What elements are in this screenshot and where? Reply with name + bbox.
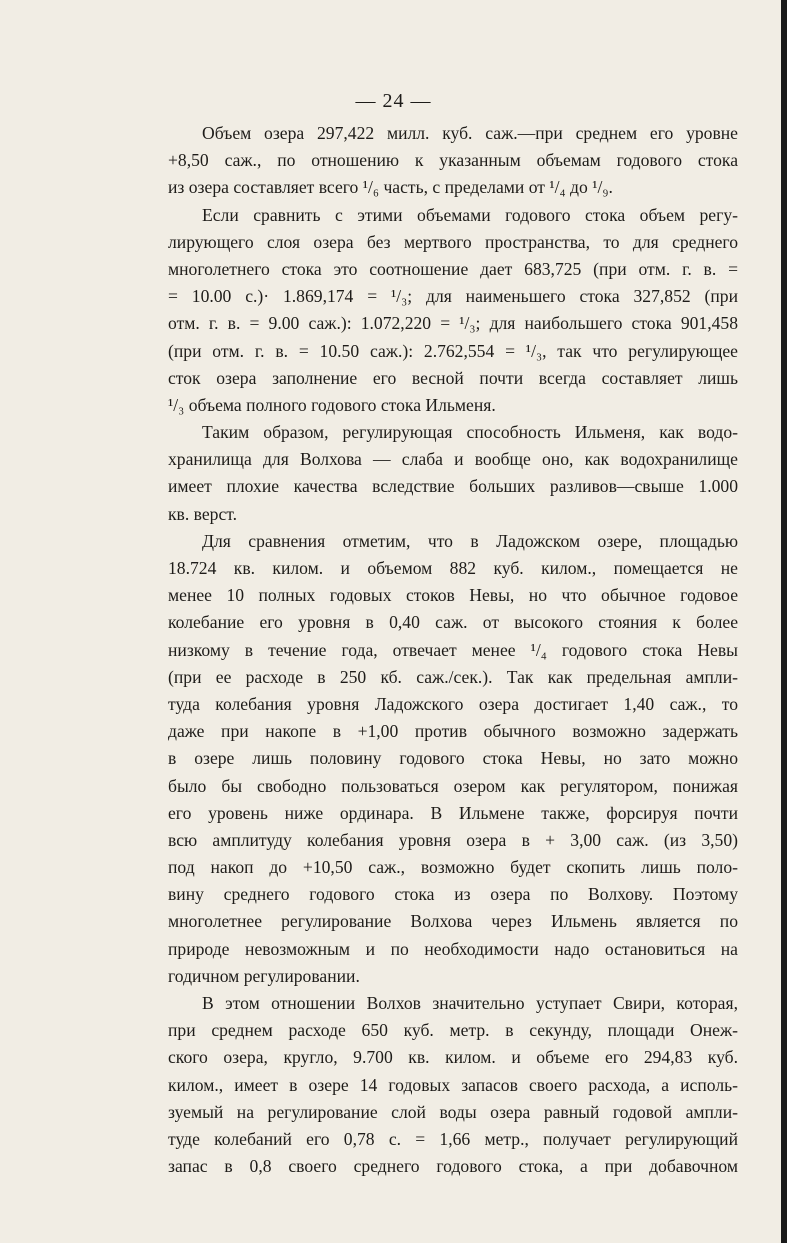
text-line: в озере лишь половину годового стока Невы, но зато можно bbox=[168, 748, 738, 769]
text-line: лирующего слоя озера без мертвого пространства, то для среднего bbox=[168, 231, 738, 252]
paragraph bbox=[168, 419, 738, 528]
text-line: туде колебаний его 0,78 с. = 1,66 метр., получает регулирующий bbox=[168, 1128, 738, 1149]
text-line: колебание его уровня в 0,40 саж. от высокого стояния к более bbox=[168, 612, 738, 633]
text-line: кв. верст. bbox=[168, 503, 238, 524]
paragraph bbox=[168, 990, 738, 1180]
text-line: было бы свободно пользоваться озером как регулятором, понижая bbox=[168, 775, 738, 796]
text-line: килом., имеет в озере 14 годовых запасов своего расхода, а исполь- bbox=[168, 1074, 738, 1095]
paragraph bbox=[168, 528, 738, 990]
text-line: менее 10 полных годовых стоков Невы, но что обычное годовое bbox=[168, 585, 738, 606]
text-line: (при ее расходе в 250 кб. саж./сек.). Так как предельная ампли- bbox=[168, 666, 738, 687]
text-line: запас в 0,8 своего среднего годового стока, а при добавочном bbox=[168, 1156, 738, 1177]
scan-edge bbox=[781, 0, 787, 1243]
text-line: ¹/₃ объема полного годового стока Ильменя. bbox=[168, 394, 496, 415]
text-line: отм. г. в. = 9.00 саж.): 1.072,220 = ¹/₃; для наибольшего стока 901,458 bbox=[168, 313, 738, 334]
text-line: = 10.00 с.)· 1.869,174 = ¹/₃; для наименьшего стока 327,852 (при bbox=[168, 286, 738, 307]
text-line: под накоп до +10,50 саж., возможно будет скопить лишь поло- bbox=[168, 857, 738, 878]
text-line: Объем озера 297,422 милл. куб. саж.—при среднем его уровне bbox=[202, 123, 738, 143]
text-line: многолетнего стока это соотношение дает 683,725 (при отм. г. в. = bbox=[168, 258, 738, 279]
body-text bbox=[168, 120, 738, 1180]
text-line: природе невозможным и по необходимости надо остановиться на bbox=[168, 938, 738, 959]
text-line: его уровень ниже ординара. В Ильмене также, форсируя почти bbox=[168, 802, 738, 823]
text-line: хранилища для Волхова — слаба и вообще оно, как водохранилище bbox=[168, 449, 738, 470]
text-line: всю амплитуду колебания уровня озера в + 3,00 саж. (из 3,50) bbox=[168, 829, 738, 850]
text-line: туда колебания уровня Ладожского озера достигает 1,40 саж., то bbox=[168, 693, 738, 714]
text-line: Таким образом, регулирующая способность Ильменя, как водо- bbox=[202, 422, 738, 443]
text-line: ского озера, кругло, 9.700 кв. килом. и объеме его 294,83 куб. bbox=[168, 1047, 738, 1068]
text-line: 18.724 кв. килом. и объемом 882 куб. килом., помещается не bbox=[168, 558, 738, 578]
text-line: из озера составляет всего ¹/₆ часть, с пределами от ¹/₄ до ¹/₉. bbox=[168, 177, 613, 198]
text-line: вину среднего годового стока из озера по Волхову. Поэтому bbox=[168, 884, 738, 905]
text-line: В этом отношении Волхов значительно уступает Свири, которая, bbox=[202, 993, 738, 1013]
paragraph bbox=[168, 120, 738, 202]
text-line: даже при накопе в +1,00 против обычного возможно задержать bbox=[168, 721, 738, 742]
text-line: низкому в течение года, отвечает менее ¹/₄ годового стока Невы bbox=[168, 639, 738, 660]
text-line: имеет плохие качества вследствие больших разливов—свыше 1.000 bbox=[168, 476, 738, 497]
text-line: сток озера заполнение его весной почти всегда составляет лишь bbox=[168, 367, 738, 388]
paragraph bbox=[168, 202, 738, 420]
text-line: зуемый на регулирование слой воды озера равный годовой ампли- bbox=[168, 1101, 738, 1122]
text-line: (при отм. г. в. = 10.50 саж.): 2.762,554 = ¹/₃, так что регулирующее bbox=[168, 340, 738, 361]
text-line: при среднем расходе 650 куб. метр. в секунду, площади Онеж- bbox=[168, 1020, 738, 1041]
page-number: — 24 — bbox=[355, 90, 432, 112]
text-line: многолетнее регулирование Волхова через Ильмень является по bbox=[168, 911, 738, 932]
text-line: +8,50 саж., по отношению к указанным объемам годового стока bbox=[168, 150, 738, 171]
text-line: годичном регулировании. bbox=[168, 965, 360, 986]
text-line: Если сравнить с этими объемами годового стока объем регу- bbox=[202, 204, 738, 225]
text-line: Для сравнения отметим, что в Ладожском озере, площадью bbox=[202, 530, 738, 551]
